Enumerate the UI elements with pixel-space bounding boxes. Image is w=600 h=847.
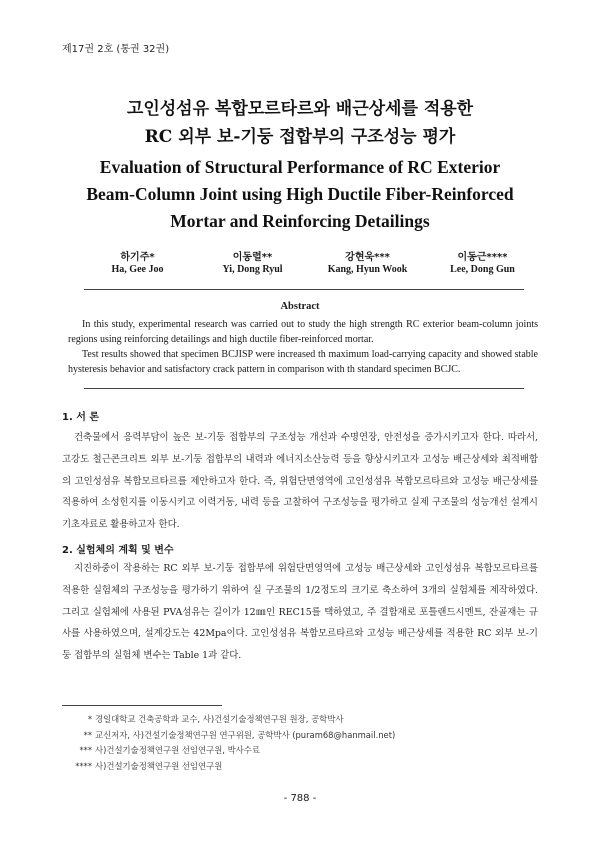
author-name-korean: 이동렬** xyxy=(232,252,273,263)
english-title-line-2: Beam-Column Joint using High Ductile Fiber-Reinforced xyxy=(86,184,514,204)
korean-title-line-1: 고인성섬유 복합모르타르와 배근상세를 적용한 xyxy=(126,99,474,119)
english-title-line-3: Mortar and Reinforcing Detailings xyxy=(170,211,430,231)
section-1-heading: 1. 서 론 xyxy=(62,412,100,423)
author-name-korean: 이동근**** xyxy=(457,252,508,263)
footnote-text: 사)건설기술정책연구원 선임연구원, 박사수료 xyxy=(95,745,260,756)
footnote-rule xyxy=(62,705,222,706)
footnote-text: 사)건설기술정책연구원 선임연구원 xyxy=(95,760,223,771)
section-1-body xyxy=(62,427,538,536)
author-divider-rule xyxy=(84,289,524,290)
author-2 xyxy=(195,248,310,275)
abstract-divider-rule xyxy=(84,388,524,389)
footnote-item xyxy=(62,728,532,744)
section-2-paragraph: 지진하중이 작용하는 RC 외부 보-기둥 접합부에 위험단면영역에 고성능 배근상세와 고인성섬유 복합모르타르를 적용한 실험체의 구조성능을 평가하기 위하여 실 구조물의 1/2정도의 크기로 축소하여 3개의 실험체를 제작하였다. 그리고 실험체에 사용된 PVA섬유는 길이가 12㎜인 REC15를 택하였고, 주 결합재로 포틀랜드시멘트, 잔골재는 규사를 사용하였으며, 설계강도는 42Mpa이다. 고인성섬유 복합모르타르와 고성능 배근상세를 적용한 RC 외부 보-기둥 접합부의 실험체 변수는 Table 1과 같다. xyxy=(62,563,538,662)
author-name-korean: 하기주* xyxy=(120,252,155,263)
author-name-english: Kang, Hyun Wook xyxy=(327,264,408,275)
author-list xyxy=(80,248,540,275)
author-name-english: Yi, Dong Ryul xyxy=(222,264,283,275)
footnote-mark: ** xyxy=(83,729,92,740)
author-3 xyxy=(310,248,425,275)
korean-title-line-2: RC 외부 보-기둥 접합부의 구조성능 평가 xyxy=(144,127,456,147)
author-1 xyxy=(80,248,195,275)
author-name-english: Lee, Dong Gun xyxy=(450,264,515,275)
abstract-paragraph-1: In this study, experimental research was carried out to study the high strength RC exterior beam-column joints regions using reinforcing detailings and high ductile fiber-reinforced mortar. xyxy=(68,319,538,345)
journal-issue-header: 제17권 2호 (통권 32권) xyxy=(62,44,170,55)
footnote-item xyxy=(62,712,532,728)
abstract-body xyxy=(68,317,538,377)
author-4 xyxy=(425,248,540,275)
abstract-heading: Abstract xyxy=(280,301,320,312)
footnote-mark: *** xyxy=(79,745,92,756)
footnote-item xyxy=(62,759,532,775)
section-2-body xyxy=(62,558,538,667)
page-number: - 788 - xyxy=(283,793,317,804)
footnote-mark: **** xyxy=(75,760,92,771)
section-1-paragraph: 건축물에서 응력부담이 높은 보-기둥 접합부의 구조성능 개선과 수명연장, 안전성을 증가시키고자 한다. 따라서, 고강도 철근콘크리트 외부 보-기둥 접합부의 내력과 에너지소산능력 등을 향상시키고자 고성능 배근상세와 최적배합의 고인성섬유 복합모르타르를 제안하고자 한다. 즉, 위험단면영역에 고인성섬유 복합모르타르와 고성능 배근상세를 적용하여 소성힌지를 이동시키고 이력거동, 내력 등을 고찰하여 구조성능을 평가하고 실제 구조물의 성능개선 설계시 기초자료로 활용하고자 한다. xyxy=(62,432,538,531)
footnote-text: 경일대학교 건축공학과 교수, 사)건설기술정책연구원 원장, 공학박사 xyxy=(95,714,344,724)
section-2-heading: 2. 실험체의 계획 및 변수 xyxy=(62,545,174,556)
footnote-item xyxy=(62,743,532,759)
abstract-paragraph-2: Test results showed that specimen BCJISP were increased th maximum load-carrying capacity and showed stable hysteresis behavior and satisfactory crack pattern in comparison with th standard specimen BCJC. xyxy=(68,349,538,375)
english-title-line-1: Evaluation of Structural Performance of RC Exterior xyxy=(99,157,501,177)
footnote-text: 교신저자, 사)건설기술정책연구원 연구위원, 공학박사 (puram68@hanmail.net) xyxy=(95,729,396,740)
author-name-korean: 강현욱*** xyxy=(345,252,390,263)
author-name-english: Ha, Gee Joo xyxy=(111,264,164,275)
footnotes xyxy=(62,712,532,774)
footnote-mark: * xyxy=(87,714,92,724)
